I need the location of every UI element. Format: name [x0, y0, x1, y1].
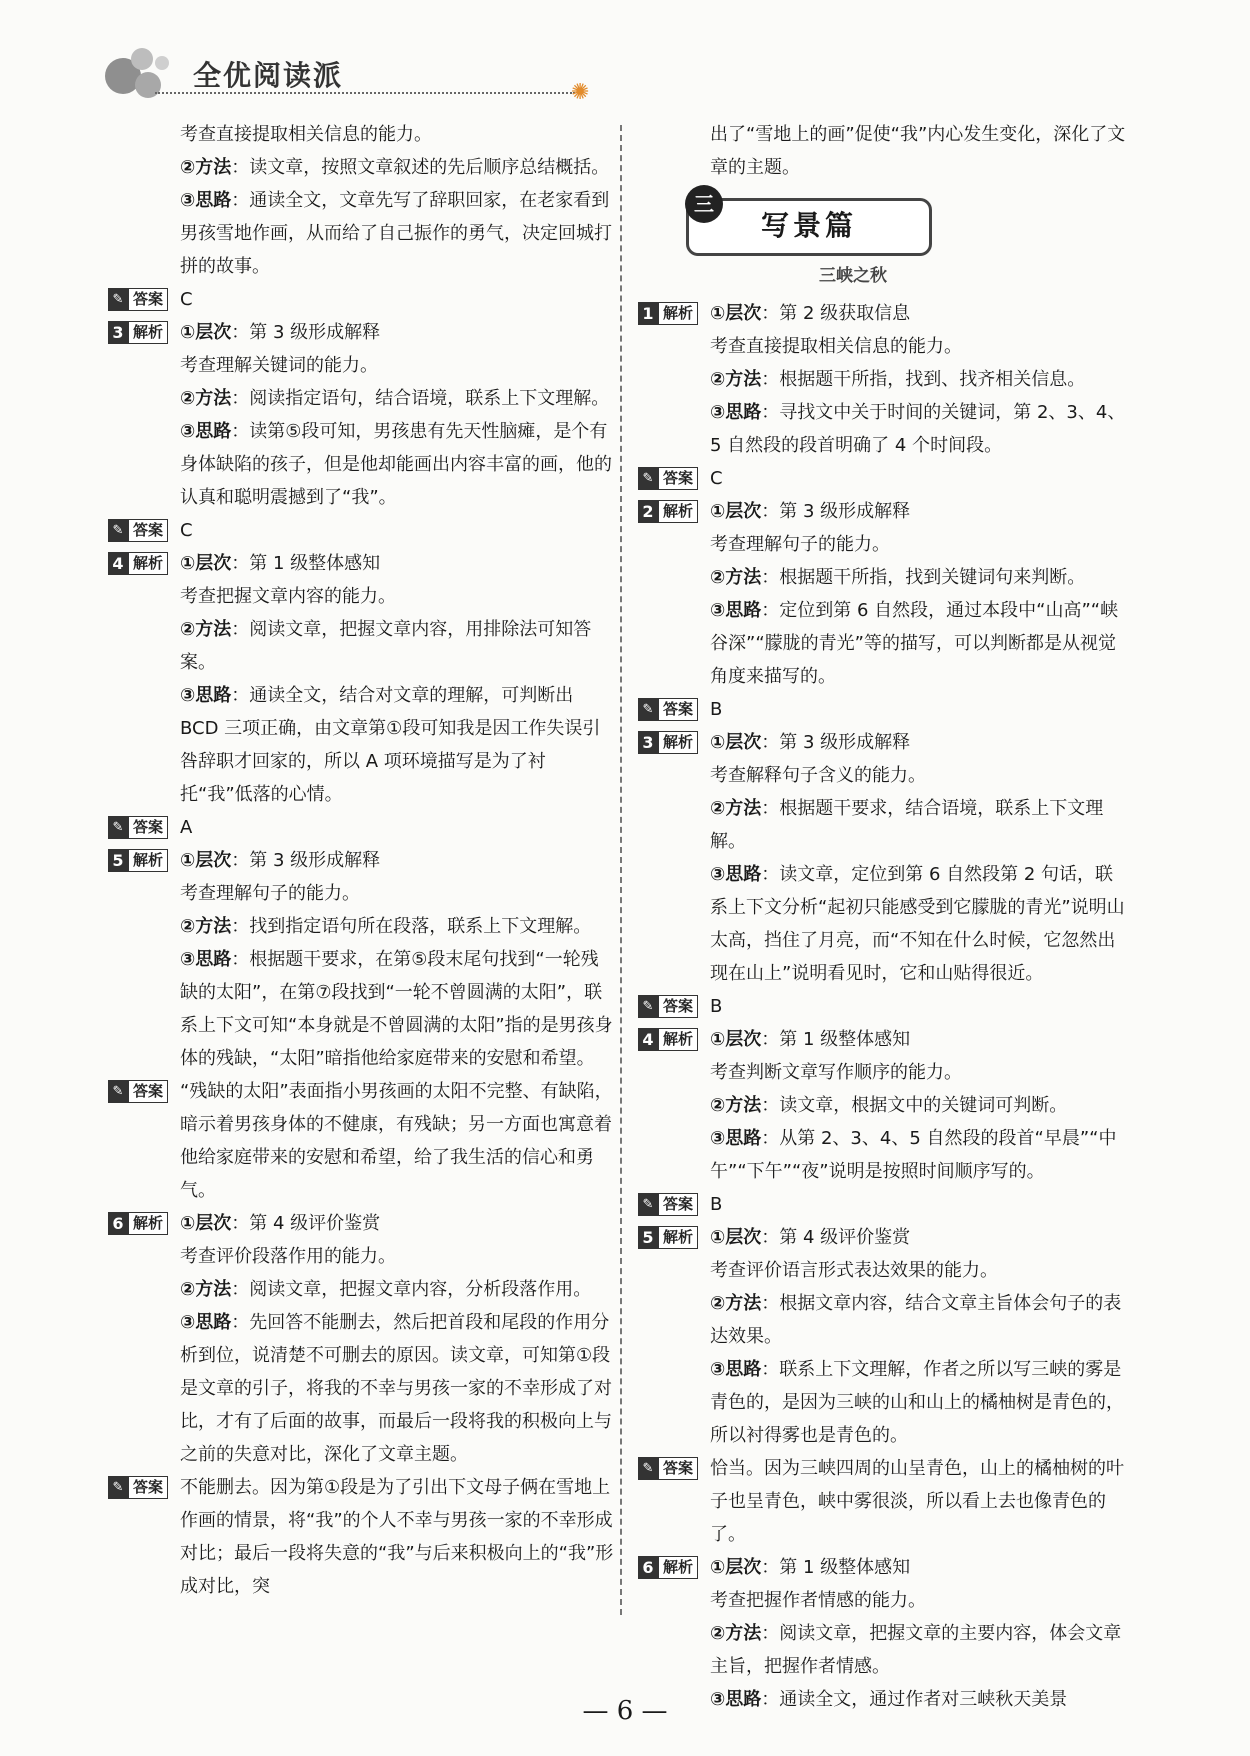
body-text: ：读文章，根据文中的关键词可判断。	[761, 1095, 1068, 1116]
body-text: ：先回答不能删去，然后把首段和尾段的作用分析到位，说清楚不可删去的原因。读文章，可知第①段是文章的引子，将我的不幸与男孩一家的不幸形成了对比，才有了后面的故事，而最后一段将我的积极向上与之前的失意对比，深化了文章主题。	[180, 1312, 612, 1465]
paragraph-text	[180, 283, 616, 316]
analysis-label: 解析	[128, 321, 168, 344]
paragraph-text	[710, 858, 1128, 990]
paragraph-text	[710, 1221, 1128, 1254]
step-label: ③思路	[180, 190, 232, 211]
bubbles-decoration-icon	[105, 48, 175, 103]
body-text: B	[710, 699, 723, 720]
step-label: ②方法	[180, 916, 232, 937]
paragraph-text	[180, 316, 616, 349]
step-label: ①层次	[710, 1029, 762, 1050]
paragraph-text	[180, 1207, 616, 1240]
paragraph-text	[710, 1056, 1128, 1089]
analysis-label: 解析	[128, 1212, 168, 1235]
step-label: ①层次	[180, 322, 232, 343]
analysis-label: 解析	[128, 849, 168, 872]
paragraph-text	[710, 462, 1128, 495]
analysis-badge	[638, 1556, 698, 1579]
answer-icon: ✎	[108, 1476, 128, 1499]
body-text: C	[710, 468, 723, 489]
body-text: 考查理解句子的能力。	[180, 883, 360, 904]
paragraph-text	[180, 1306, 616, 1471]
paragraph-text	[710, 297, 1128, 330]
answer-badge	[108, 816, 168, 839]
answer-badge	[108, 1476, 168, 1499]
analysis-row	[108, 1207, 616, 1240]
answer-row	[638, 1452, 1128, 1551]
analysis-badge	[108, 1212, 168, 1235]
body-text: ：第 3 级形成解释	[231, 322, 381, 343]
step-label: ②方法	[710, 1623, 762, 1644]
body-text: ：第 4 级评价鉴赏	[231, 1213, 381, 1234]
paragraph-text	[180, 349, 616, 382]
body-text: C	[180, 520, 193, 541]
text-row	[108, 1306, 616, 1471]
answer-badge	[638, 467, 698, 490]
question-number: 6	[108, 1212, 128, 1235]
body-text: ：通读全文，文章先写了辞职回家，在老家看到男孩雪地作画，从而给了自己振作的勇气，决定回城打拼的故事。	[180, 190, 612, 277]
text-row	[108, 613, 616, 679]
intro-text: 出了“雪地上的画”促使“我”内心发生变化，深化了文章的主题。	[710, 124, 1126, 178]
paragraph-text	[710, 759, 1128, 792]
body-text: ：根据文章内容，结合文章主旨体会句子的表达效果。	[710, 1293, 1122, 1347]
answer-badge	[638, 1457, 698, 1480]
question-number: 5	[638, 1226, 658, 1249]
step-label: ②方法	[180, 157, 232, 178]
answer-badge	[638, 995, 698, 1018]
paragraph-text	[180, 184, 616, 283]
paragraph-text	[180, 514, 616, 547]
body-text: ：根据题干所指，找到关键词句来判断。	[761, 567, 1086, 588]
body-text: ：第 3 级形成解释	[761, 501, 911, 522]
text-row	[638, 363, 1128, 396]
text-row	[638, 858, 1128, 990]
analysis-label: 解析	[128, 552, 168, 575]
analysis-row	[638, 1551, 1128, 1584]
body-text: ：阅读文章，把握文章的主要内容，体会文章主旨，把握作者情感。	[710, 1623, 1122, 1677]
text-row	[108, 151, 616, 184]
section-title: 写景篇	[760, 209, 857, 242]
analysis-row	[638, 297, 1128, 330]
body-text: ：读文章，定位到第 6 自然段第 2 句话，联系上下文分析“起初只能感受到它朦胧的青光”说明山太高，挡住了月亮，而“不知在什么时候，它忽然出现在山上”说明看见时，它和山贴得很近。	[710, 864, 1125, 984]
body-text: B	[710, 1194, 723, 1215]
paragraph-text	[710, 1452, 1128, 1551]
body-text: 考查理解句子的能力。	[710, 534, 890, 555]
analysis-row	[638, 726, 1128, 759]
step-label: ①层次	[710, 1557, 762, 1578]
body-text: 不能删去。因为第①段是为了引出下文母子俩在雪地上作画的情景，将“我”的个人不幸与男孩一家的不幸形成对比；最后一段将失意的“我”与后来积极向上的“我”形成对比，突	[180, 1477, 614, 1597]
text-row	[638, 1353, 1128, 1452]
body-text: ：第 3 级形成解释	[761, 732, 911, 753]
text-row	[638, 1254, 1128, 1287]
text-row	[108, 184, 616, 283]
header-title: 全优阅读派	[193, 59, 344, 92]
paragraph-text	[180, 1075, 616, 1207]
article-title: 三峡之秋	[819, 266, 887, 286]
paragraph-text	[710, 1584, 1128, 1617]
text-row	[638, 1617, 1128, 1683]
step-label: ①层次	[180, 1213, 232, 1234]
answer-icon: ✎	[108, 519, 128, 542]
question-number: 2	[638, 500, 658, 523]
body-text: ：第 3 级形成解释	[231, 850, 381, 871]
step-label: ②方法	[710, 1293, 762, 1314]
body-text: ：找到指定语句所在段落，联系上下文理解。	[231, 916, 592, 937]
paragraph-text	[180, 1240, 616, 1273]
paragraph-text	[180, 613, 616, 679]
answer-label: 答案	[658, 1457, 698, 1480]
step-label: ③思路	[180, 1312, 232, 1333]
body-text: ：读文章，按照文章叙述的先后顺序总结概括。	[231, 157, 610, 178]
analysis-row	[638, 495, 1128, 528]
paragraph-text	[710, 495, 1128, 528]
body-text: ：联系上下文理解，作者之所以写三峡的雾是青色的，是因为三峡的山和山上的橘柚树是青色的，所以衬得雾也是青色的。	[710, 1359, 1124, 1446]
answer-row	[638, 693, 1128, 726]
question-number: 4	[638, 1028, 658, 1051]
body-text: ：通读全文，通过作者对三峡秋天美景	[761, 1689, 1068, 1710]
paragraph-text	[180, 547, 616, 580]
body-text: “残缺的太阳”表面指小男孩画的太阳不完整、有缺陷，暗示着男孩身体的不健康，有残缺；另一方面也寓意着他给家庭带来的安慰和希望，给了我生活的信心和勇气。	[180, 1081, 613, 1201]
body-text: ：根据题干所指，找到、找齐相关信息。	[761, 369, 1086, 390]
step-label: ②方法	[180, 619, 232, 640]
answer-icon: ✎	[638, 1193, 658, 1216]
answer-icon: ✎	[108, 816, 128, 839]
paragraph-text	[180, 811, 616, 844]
paragraph-text	[710, 693, 1128, 726]
body-text: ：第 2 级获取信息	[761, 303, 911, 324]
paragraph-text	[710, 1023, 1128, 1056]
analysis-badge	[638, 1028, 698, 1051]
paragraph-text	[710, 726, 1128, 759]
paragraph-text	[180, 118, 616, 151]
answer-row	[638, 462, 1128, 495]
answer-label: 答案	[128, 1476, 168, 1499]
text-row	[638, 330, 1128, 363]
paragraph-text	[180, 877, 616, 910]
analysis-badge	[638, 731, 698, 754]
step-label: ③思路	[710, 1689, 762, 1710]
body-text: 考查评价段落作用的能力。	[180, 1246, 396, 1267]
answer-icon: ✎	[638, 467, 658, 490]
answer-label: 答案	[658, 995, 698, 1018]
body-text: 考查把握文章内容的能力。	[180, 586, 396, 607]
paragraph-text	[180, 415, 616, 514]
text-row	[108, 415, 616, 514]
answer-row	[108, 1471, 616, 1603]
answer-icon: ✎	[638, 1457, 658, 1480]
text-row	[108, 580, 616, 613]
paragraph-text	[710, 1287, 1128, 1353]
paragraph-text	[180, 679, 616, 811]
analysis-row	[108, 316, 616, 349]
text-row	[108, 349, 616, 382]
body-text: ：根据题干要求，在第⑤段末尾句找到“一轮残缺的太阳”，在第⑦段找到“一轮不曾圆满的太阳”，联系上下文可知“本身就是不曾圆满的太阳”指的是男孩身体的残缺，“太阳”暗指他给家庭带来的安慰和希望。	[180, 949, 613, 1069]
paragraph-text	[710, 561, 1128, 594]
step-label: ③思路	[180, 421, 232, 442]
analysis-badge	[638, 1226, 698, 1249]
paragraph-text	[710, 1089, 1128, 1122]
step-label: ①层次	[710, 303, 762, 324]
body-text: 考查直接提取相关信息的能力。	[180, 124, 432, 145]
text-row	[638, 1089, 1128, 1122]
analysis-badge	[638, 500, 698, 523]
analysis-label: 解析	[658, 302, 698, 325]
body-text: B	[710, 996, 723, 1017]
paragraph-text	[710, 363, 1128, 396]
body-text: ：阅读文章，把握文章内容，用排除法可知答案。	[180, 619, 592, 673]
step-label: ①层次	[710, 732, 762, 753]
analysis-row	[638, 1023, 1128, 1056]
answer-icon: ✎	[638, 698, 658, 721]
right-column-items	[638, 297, 1128, 1716]
answer-icon: ✎	[638, 995, 658, 1018]
body-text: ：第 4 级评价鉴赏	[761, 1227, 911, 1248]
body-text: 考查把握作者情感的能力。	[710, 1590, 926, 1611]
body-text: 考查评价语言形式表达效果的能力。	[710, 1260, 998, 1281]
body-text: ：阅读指定语句，结合语境，联系上下文理解。	[231, 388, 610, 409]
body-text: 考查判断文章写作顺序的能力。	[710, 1062, 962, 1083]
text-row	[108, 877, 616, 910]
answer-icon: ✎	[108, 1080, 128, 1103]
body-text: ：阅读文章，把握文章内容，分析段落作用。	[231, 1279, 592, 1300]
paragraph-text	[710, 792, 1128, 858]
body-text: ：第 1 级整体感知	[761, 1029, 911, 1050]
question-number: 6	[638, 1556, 658, 1579]
answer-label: 答案	[128, 519, 168, 542]
answer-row	[638, 990, 1128, 1023]
text-row	[638, 792, 1128, 858]
answer-label: 答案	[658, 467, 698, 490]
step-label: ③思路	[710, 1128, 762, 1149]
intro-paragraph	[638, 118, 1128, 184]
question-number: 3	[638, 731, 658, 754]
paragraph-text	[710, 1617, 1128, 1683]
step-label: ③思路	[180, 949, 232, 970]
body-text: A	[180, 817, 193, 838]
header-divider	[155, 92, 575, 94]
step-label: ①层次	[710, 1227, 762, 1248]
right-column	[638, 118, 1128, 1716]
body-text: ：定位到第 6 自然段，通过本段中“山高”“峡谷深”“朦胧的青光”等的描写，可以判断都是从视觉角度来描写的。	[710, 600, 1119, 687]
answer-label: 答案	[658, 1193, 698, 1216]
paragraph-text	[180, 580, 616, 613]
text-row	[638, 1122, 1128, 1188]
text-row	[108, 1240, 616, 1273]
analysis-badge	[108, 552, 168, 575]
body-text: ：第 1 级整体感知	[761, 1557, 911, 1578]
text-row	[638, 594, 1128, 693]
flower-icon: ✺	[571, 80, 590, 105]
answer-badge	[108, 1080, 168, 1103]
paragraph-text	[710, 1353, 1128, 1452]
analysis-row	[108, 844, 616, 877]
paragraph-text	[710, 1122, 1128, 1188]
page-number: — 6 —	[582, 1696, 668, 1726]
step-label: ②方法	[710, 369, 762, 390]
analysis-badge	[108, 321, 168, 344]
answer-icon: ✎	[108, 288, 128, 311]
body-text: C	[180, 289, 193, 310]
analysis-row	[108, 547, 616, 580]
body-text: 考查直接提取相关信息的能力。	[710, 336, 962, 357]
question-number: 4	[108, 552, 128, 575]
text-row	[638, 396, 1128, 462]
analysis-label: 解析	[658, 731, 698, 754]
answer-row	[108, 1075, 616, 1207]
answer-label: 答案	[658, 698, 698, 721]
step-label: ①层次	[180, 850, 232, 871]
body-text: ：读第⑤段可知，男孩患有先天性脑瘫，是个有身体缺陷的孩子，但是他却能画出内容丰富的画，他的认真和聪明震撼到了“我”。	[180, 421, 612, 508]
paragraph-text	[180, 1273, 616, 1306]
question-number: 3	[108, 321, 128, 344]
analysis-label: 解析	[658, 500, 698, 523]
analysis-label: 解析	[658, 1556, 698, 1579]
answer-label: 答案	[128, 1080, 168, 1103]
text-row	[638, 561, 1128, 594]
paragraph-text	[180, 382, 616, 415]
step-label: ①层次	[710, 501, 762, 522]
body-text: 考查理解关键词的能力。	[180, 355, 378, 376]
answer-row	[108, 283, 616, 316]
body-text: ：通读全文，结合对文章的理解，可判断出 BCD 三项正确，由文章第①段可知我是因工作失误引咎辞职才回家的，所以 A 项环境描写是为了衬托“我”低落的心情。	[180, 685, 601, 805]
answer-row	[108, 811, 616, 844]
step-label: ③思路	[180, 685, 232, 706]
paragraph-text	[710, 528, 1128, 561]
step-label: ③思路	[710, 600, 762, 621]
left-column	[108, 118, 616, 1603]
question-number: 5	[108, 849, 128, 872]
body-text: ：从第 2、3、4、5 自然段的段首“早晨”“中午”“下午”“夜”说明是按照时间顺序写的。	[710, 1128, 1117, 1182]
body-text: ：寻找文中关于时间的关键词，第 2、3、4、5 自然段的段首明确了 4 个时间段。	[710, 402, 1126, 456]
paragraph-text	[180, 943, 616, 1075]
answer-label: 答案	[128, 816, 168, 839]
text-row	[638, 1287, 1128, 1353]
section-header	[686, 192, 932, 256]
body-text: 考查解释句子含义的能力。	[710, 765, 926, 786]
paragraph-text	[180, 1471, 616, 1603]
page-header	[105, 48, 610, 106]
text-row	[108, 118, 616, 151]
answer-row	[108, 514, 616, 547]
text-row	[638, 1584, 1128, 1617]
body-text: ：第 1 级整体感知	[231, 553, 381, 574]
paragraph-text	[710, 990, 1128, 1023]
paragraph-text	[710, 1551, 1128, 1584]
paragraph-text	[710, 1188, 1128, 1221]
answer-badge	[638, 698, 698, 721]
paragraph-text	[710, 396, 1128, 462]
paragraph-text	[710, 330, 1128, 363]
step-label: ③思路	[710, 402, 762, 423]
step-label: ②方法	[710, 1095, 762, 1116]
body-text: 恰当。因为三峡四周的山呈青色，山上的橘柚树的叶子也呈青色，峡中雾很淡，所以看上去也像青色的了。	[710, 1458, 1124, 1545]
text-row	[108, 679, 616, 811]
text-row	[638, 528, 1128, 561]
analysis-label: 解析	[658, 1226, 698, 1249]
text-row	[638, 1056, 1128, 1089]
question-number: 1	[638, 302, 658, 325]
analysis-badge	[108, 849, 168, 872]
body-text: ：根据题干要求，结合语境，联系上下文理解。	[710, 798, 1104, 852]
text-row	[108, 1273, 616, 1306]
step-label: ②方法	[180, 388, 232, 409]
text-row	[108, 910, 616, 943]
answer-badge	[638, 1193, 698, 1216]
step-label: ③思路	[710, 864, 762, 885]
answer-badge	[108, 519, 168, 542]
text-row	[638, 759, 1128, 792]
text-row	[108, 382, 616, 415]
answer-row	[638, 1188, 1128, 1221]
text-row	[108, 943, 616, 1075]
answer-badge	[108, 288, 168, 311]
step-label: ①层次	[180, 553, 232, 574]
analysis-label: 解析	[658, 1028, 698, 1051]
column-divider	[620, 125, 622, 1615]
step-label: ③思路	[710, 1359, 762, 1380]
paragraph-text	[180, 910, 616, 943]
paragraph-text	[180, 844, 616, 877]
paragraph-text	[710, 594, 1128, 693]
paragraph-text	[710, 1254, 1128, 1287]
analysis-badge	[638, 302, 698, 325]
step-label: ②方法	[180, 1279, 232, 1300]
analysis-row	[638, 1221, 1128, 1254]
section-number: 三	[685, 185, 723, 223]
step-label: ②方法	[710, 567, 762, 588]
step-label: ②方法	[710, 798, 762, 819]
answer-label: 答案	[128, 288, 168, 311]
paragraph-text	[180, 151, 616, 184]
